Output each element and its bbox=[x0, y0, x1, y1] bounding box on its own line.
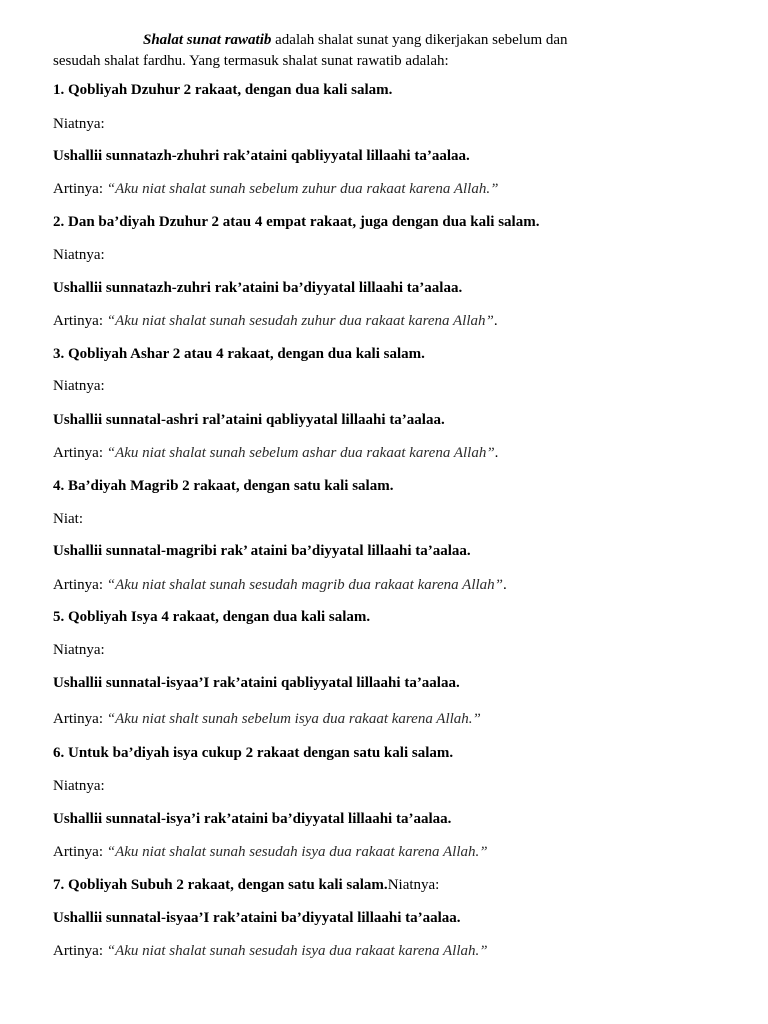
section-2-meaning bbox=[53, 312, 498, 330]
section-2-title: 2. Dan ba’diyah Dzuhur 2 atau 4 empat rakaat, juga dengan dua kali salam. bbox=[53, 214, 540, 230]
section-1-niat-text: Ushallii sunnatazh-zhuhri rak’ataini qabliyyatal lillaahi ta’aalaa. bbox=[53, 148, 470, 164]
section-4-meaning bbox=[53, 576, 507, 594]
meaning-quote: “Aku niat shalat sunah sesudah isya dua rakaat karena Allah.” bbox=[106, 943, 488, 959]
section-1-meaning bbox=[53, 180, 498, 198]
section-7-heading bbox=[53, 876, 439, 894]
section-2-niat-text: Ushallii sunnatazh-zuhri rak’ataini ba’diyyatal lillaahi ta’aalaa. bbox=[53, 280, 463, 296]
meaning-quote: “Aku niat shalat sunah sesudah magrib dua rakaat karena Allah” bbox=[106, 577, 504, 593]
section-4-niat-text: Ushallii sunnatal-magribi rak’ ataini ba’diyyatal lillaahi ta’aalaa. bbox=[53, 543, 471, 559]
intro-text: adalah shalat sunat yang dikerjakan sebelum dan bbox=[271, 32, 568, 48]
section-6-meaning bbox=[53, 843, 488, 861]
section-7-meaning bbox=[53, 942, 488, 960]
section-7-niat-label: Niatnya: bbox=[387, 877, 440, 893]
meaning-suffix: . bbox=[494, 445, 499, 461]
artinya-label: Artinya: bbox=[53, 313, 103, 329]
meaning-suffix: . bbox=[493, 313, 498, 329]
section-3-title: 3. Qobliyah Ashar 2 atau 4 rakaat, dengan dua kali salam. bbox=[53, 346, 425, 362]
artinya-label: Artinya: bbox=[53, 577, 103, 593]
artinya-label: Artinya: bbox=[53, 445, 103, 461]
artinya-label: Artinya: bbox=[53, 181, 103, 197]
section-3-niat-text: Ushallii sunnatal-ashri ral’ataini qabliyyatal lillaahi ta’aalaa. bbox=[53, 412, 445, 428]
artinya-label: Artinya: bbox=[53, 943, 103, 959]
section-5-niat-text: Ushallii sunnatal-isyaa’I rak’ataini qabliyyatal lillaahi ta’aalaa. bbox=[53, 675, 460, 691]
intro-line-1 bbox=[53, 30, 733, 51]
section-5-niat-label: Niatnya: bbox=[53, 642, 105, 658]
section-2-niat-label: Niatnya: bbox=[53, 247, 105, 263]
section-5-title: 5. Qobliyah Isya 4 rakaat, dengan dua kali salam. bbox=[53, 609, 371, 625]
section-6-niat-text: Ushallii sunnatal-isya’i rak’ataini ba’diyyatal lillaahi ta’aalaa. bbox=[53, 811, 452, 827]
meaning-quote: “Aku niat shalt sunah sebelum isya dua rakaat karena Allah.” bbox=[106, 711, 481, 727]
artinya-label: Artinya: bbox=[53, 844, 103, 860]
meaning-quote: “Aku niat shalat sunah sebelum zuhur dua rakaat karena Allah.” bbox=[106, 181, 499, 197]
section-4-title: 4. Ba’diyah Magrib 2 rakaat, dengan satu kali salam. bbox=[53, 478, 394, 494]
meaning-quote: “Aku niat shalat sunah sebelum ashar dua rakaat karena Allah” bbox=[106, 445, 495, 461]
section-1-title: 1. Qobliyah Dzuhur 2 rakaat, dengan dua kali salam. bbox=[53, 82, 393, 98]
artinya-label: Artinya: bbox=[53, 711, 103, 727]
section-5-meaning bbox=[53, 710, 481, 728]
section-4-niat-label: Niat: bbox=[53, 511, 83, 527]
meaning-quote: “Aku niat shalat sunah sesudah zuhur dua rakaat karena Allah” bbox=[106, 313, 494, 329]
section-6-title: 6. Untuk ba’diyah isya cukup 2 rakaat dengan satu kali salam. bbox=[53, 745, 454, 761]
intro-paragraph bbox=[53, 30, 733, 72]
intro-keyword: Shalat sunat rawatib bbox=[143, 32, 272, 48]
section-6-niat-label: Niatnya: bbox=[53, 778, 105, 794]
meaning-suffix: . bbox=[503, 577, 507, 593]
intro-line-2: sesudah shalat fardhu. Yang termasuk shalat sunat rawatib adalah: bbox=[53, 53, 449, 69]
meaning-quote: “Aku niat shalat sunah sesudah isya dua rakaat karena Allah.” bbox=[106, 844, 488, 860]
section-7-niat-text: Ushallii sunnatal-isyaa’I rak’ataini ba’diyyatal lillaahi ta’aalaa. bbox=[53, 910, 461, 926]
section-3-niat-label: Niatnya: bbox=[53, 378, 105, 394]
section-7-title: 7. Qobliyah Subuh 2 rakaat, dengan satu kali salam. bbox=[53, 877, 388, 893]
section-3-meaning bbox=[53, 444, 498, 462]
section-1-niat-label: Niatnya: bbox=[53, 116, 105, 132]
